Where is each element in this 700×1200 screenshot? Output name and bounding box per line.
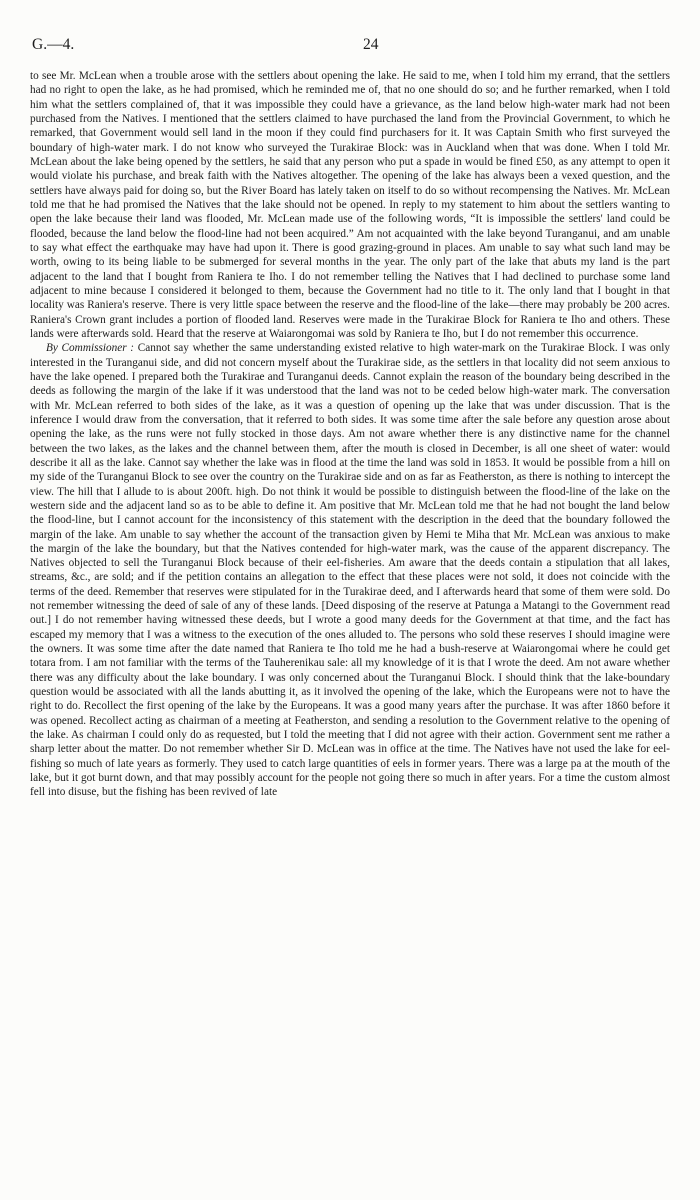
document-reference: G.—4. [32,36,75,53]
page-header [30,36,670,58]
body-text [30,69,670,800]
page-number: 24 [363,36,379,53]
paragraph-by-commissioner [30,341,670,800]
paragraph-testimony: to see Mr. McLean when a trouble arose with the settlers about opening the lake. He said to me, when I told him my errand, that the settlers had no right to open the lake, as he had promised, which he reminded me of, that no one should do so; and he further remarked, when I told him what the settlers complained of, that it was impossible they could have a grievance, as the land below high-water mark had not been purchased from the Natives. I mentioned that the settlers claimed to have purchased the land from the Provincial Government, to which he remarked, that Government would sell land in the moon if they could find purchasers for it. It was Captain Smith who first surveyed the boundary of high-water mark. I do not know who surveyed the Turakirae Block: was in Auckland when that was done. When I told Mr. McLean about the lake being opened by the settlers, he said that any person who put a spade in would be fined £50, as any attempt to open it would violate his purchase, and break faith with the Natives altogether. The opening of the lake has always been a vexed question, and the settlers have always paid for doing so, but the River Board has lately taken on itself to do so without recompensing the Natives. Mr. McLean told me that he had promised the Natives that the lake should not be opened. In reply to my statement to him about the settlers wanting to open the lake because their land was flooded, Mr. McLean made use of the following words, “It is impossible the settlers' land could be flooded, because the land below the flood-line had not been acquired.” Am not acquainted with the lake beyond Turanganui, and am unable to say what effect the earthquake may have had upon it. There is good grazing-ground in places. Am unable to say what such land may be worth, owing to its being liable to be submerged for several months in the year. The only part of the lake that abuts my land is the part adjacent to the land that I bought from Raniera te Iho. I do not remember telling the Natives that I had declined to purchase some land adjacent to mine because I considered it belonged to them, because the Government had no title to it. The only land that I bought in that locality was Raniera's reserve. There is very little space between the reserve and the flood-line of the lake—there may probably be 200 acres. Raniera's Crown grant includes a portion of flooded land. Reserves were made in the Turakirae Block for Raniera te Iho and others. These lands were afterwards sold. Heard that the reserve at Waiarongomai was sold by Raniera te Iho, but I do not remember this occurrence. [30,70,670,340]
by-commissioner-lead: By Commissioner : [46,342,135,355]
by-commissioner-text: Cannot say whether the same understanding existed relative to high water-mark on the Turakirae Block. I was only interested in the Turanganui side, and did not concern myself about the Turakirae side, as the settlers in that locality did not seem anxious to have the lake opened. I prepared both the Turakirae and Turanganui deeds. Cannot explain the reason of the boundary being described in the deeds as following the margin of the lake if it was understood that the land was not to be ceded below high-water mark. The conversation with Mr. McLean referred to both sides of the lake, as it was a question of opening up the lake that was under discussion. That is the inference I would draw from the conversation, that it referred to both sides. It was some time after the sale before any question arose about opening the lake, as the runs were not fully stocked in those days. Am not aware whether there is any distinctive name for the channel between the two lakes, as the lakes and the channel between them, after the mouth is closed in December, is all one sheet of water: would describe it all as the lake. Cannot say whether the lake was in flood at the time the land was sold in 1853. It would be possible from a hill on my side of the Turanganui Block to see over the country on the Turakirae side and on as far as Featherston, as there is nothing to intercept the view. The hill that I allude to is about 200ft. high. Do not think it would be possible to distinguish between the flood-line of the lake on the western side and the adjacent land so as to be able to define it. Am positive that Mr. McLean told me that he had not bought the land below the flood-line, but I cannot account for the inconsistency of this statement with the description in the deed that the boundary followed the margin of the lake. Am unable to say whether the account of the transaction given by Hemi te Miha that Mr. McLean was anxious to make the margin of the lake the boundary, but that the Natives contended for high-water mark, was the cause of the apparent discrepancy. The Natives objected to sell the Turanganui Block because of their eel-fisheries. Am aware that the deeds contain a stipulation that all lakes, streams, &c., are sold; and if the petition contains an allegation to the effect that these places were not sold, it does not coincide with the terms of the deed. Remember that reserves were stipulated for in the Turakirae deed, and I afterwards heard that some of them were sold. Do not remember witnessing the deed of sale of any of these lands. [Deed disposing of the reserve at Patunga a Matangi to the Government read out.] I do not remember having witnessed these deeds, but I wrote a good many deeds for the Government at that time, and the fact has escaped my memory that I was a witness to the execution of the ones alluded to. The persons who sold these reserves I should imagine were the owners. It was some time after the date named that Raniera te Iho told me he had a bush-reserve at Waiarongomai where he could get totara from. I am not familiar with the terms of the Tauherenikau sale: all my knowledge of it is that I wrote the deed. Am not aware whether there was any difficulty about the lake boundary. I was only concerned about the Turanganui Block. I should think that the lake-boundary question would be associated with all the lands abutting it, as it involved the opening of the lake, which the Europeans were not to have the right to do. Recollect the first opening of the lake by the Europeans. It was a good many years after the purchase. It was after 1860 before it was opened. Recollect acting as chairman of a meeting at Featherston, and sending a resolution to the Government relative to the opening of the lake. As chairman I could only do as requested, but I told the meeting that I did not agree with their action. Government sent me rather a sharp letter about the matter. Do not remember whether Sir D. McLean was in office at the time. The Natives have not used the lake for eel-fishing so much of late years as formerly. They used to catch large quantities of eels in former years. There was a large pa at the mouth of the lake, but it got burnt down, and that may possibly account for the people not going there so much in after years. For a time the custom almost fell into disuse, but the fishing has been revived of late [30,342,670,799]
